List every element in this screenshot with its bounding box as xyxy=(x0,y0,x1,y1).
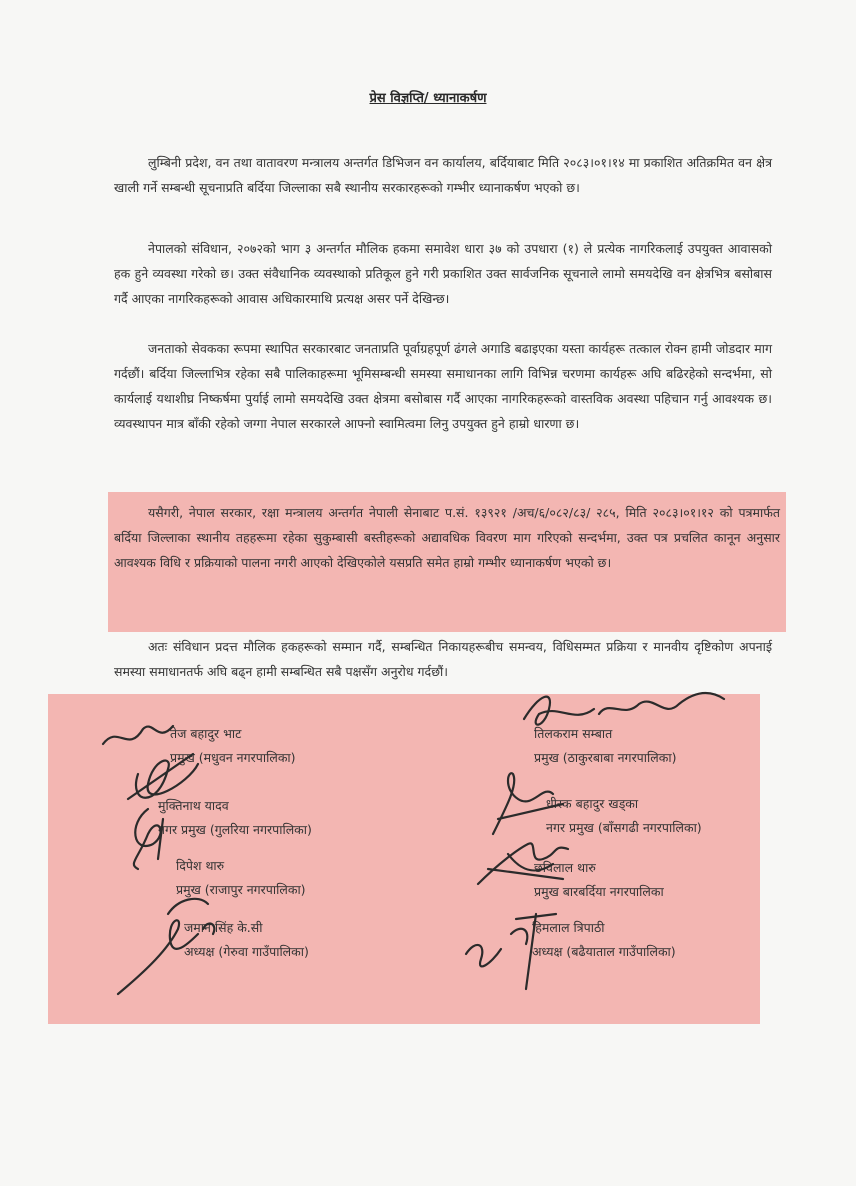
signatory-role: प्रमुख (ठाकुरबाबा नगरपालिका) xyxy=(534,750,677,765)
document-title: प्रेस विज्ञप्ति/ ध्यानाकर्षण xyxy=(369,91,487,106)
handwritten-signature-7 xyxy=(108,889,238,1009)
signatory-role: प्रमुख (राजापुर नगरपालिका) xyxy=(176,882,306,897)
signatory-name: छविलाल थारु xyxy=(534,860,596,875)
signatory-role: प्रमुख (मधुवन नगरपालिका) xyxy=(170,750,296,765)
handwritten-signature-8 xyxy=(456,904,566,994)
paragraph-2: नेपालको संविधान, २०७२को भाग ३ अन्तर्गत मौलिक हकमा समावेश धारा ३७ को उपधारा (१) ले प्रत्येक नागरिकलाई उपयुक्त आवासको हक हुने व्यवस्था गरेको छ। उक्त संवैधानिक व्यवस्थाको प्रतिकूल हुने गरी प्रकाशित उक्त सार्वजनिक सूचनाले लामो समयदेखि वन क्षेत्रभित्र बसोबास गर्दै आएका नागरिकहरूको आवास अधिकारमाथि प्रत्यक्ष असर पर्ने देखिन्छ। xyxy=(114,241,772,306)
signatory-role: नगर प्रमुख (बाँसगढी नगरपालिका) xyxy=(546,820,702,835)
handwritten-signature-3 xyxy=(118,804,188,874)
handwritten-signature-4 xyxy=(478,764,578,844)
signatory-name: हिमलाल त्रिपाठी xyxy=(532,920,605,935)
signatory-role: नगर प्रमुख (गुलरिया नगरपालिका) xyxy=(158,822,312,837)
signatory-role: अध्यक्ष (गेरुवा गाउँपालिका) xyxy=(184,944,309,959)
signatory-role: प्रमुख बारबर्दिया नगरपालिका xyxy=(534,884,664,899)
signatory-name: जमान सिंह के.सी xyxy=(184,920,263,935)
signatory-name: मुक्तिनाथ यादव xyxy=(158,798,229,813)
paragraph-3: जनताको सेवकका रूपमा स्थापित सरकारबाट जनताप्रति पूर्वाग्रहपूर्ण ढंगले अगाडि बढाइएका यस्ता कार्यहरू तत्काल रोक्न हामी जोडदार माग गर्दछौं। बर्दिया जिल्लाभित्र रहेका सबै पालिकाहरूमा भूमिसम्बन्धी समस्या समाधानका लागि विभिन्न चरणमा कार्यहरू अघि बढिरहेको सन्दर्भमा, सो कार्यलाई यथाशीघ्र निष्कर्षमा पुर्याई लामो समयदेखि उक्त क्षेत्रमा बसोबास गर्दै आएका नागरिकहरूको वास्तविक अवस्था पहिचान गर्नु आवश्यक छ। व्यवस्थापन मात्र बाँकी रहेको जग्गा नेपाल सरकारले आफ्नो स्वामित्वमा लिनु उपयुक्त हुने हाम्रो धारणा छ। xyxy=(114,341,772,431)
signatory-name: धीरक बहादुर खड्का xyxy=(546,796,639,811)
handwritten-signature-6 xyxy=(468,834,578,894)
signatory-name: तिलकराम सम्बात xyxy=(534,726,613,741)
paragraph-5: अतः संविधान प्रदत्त मौलिक हकहरूको सम्मान गर्दै, सम्बन्धित निकायहरूबीच समन्वय, विधिसम्मत प्रक्रिया र मानवीय दृष्टिकोण अपनाई समस्या समाधानतर्फ अघि बढ्न हामी सम्बन्धित सबै पक्षसँग अनुरोध गर्दछौं। xyxy=(114,639,772,679)
signature-block xyxy=(48,694,760,1024)
signatory-role: अध्यक्ष (बढैयाताल गाउँपालिका) xyxy=(532,944,676,959)
paragraph-1: लुम्बिनी प्रदेश, वन तथा वातावरण मन्त्रालय अन्तर्गत डिभिजन वन कार्यालय, बर्दियाबाट मिति २०८३।०१।१४ मा प्रकाशित अतिक्रमित वन क्षेत्र खाली गर्ने सम्बन्धी सूचनाप्रति बर्दिया जिल्लाका सबै स्थानीय सरकारहरूको गम्भीर ध्यानाकर्षण भएको छ। xyxy=(114,155,772,195)
paragraph-4-highlighted: यसैगरी, नेपाल सरकार, रक्षा मन्त्रालय अन्तर्गत नेपाली सेनाबाट प.सं. १३९२१ /अच/६/०८२/८३/ २८५, मिति २०८३।०१।१२ को पत्रमार्फत बर्दिया जिल्लाका स्थानीय तहहरूमा रहेका सुकुम्बासी बस्तीहरूको अद्यावधिक विवरण माग गरिएको सन्दर्भमा, उक्त पत्र प्रचलित कानून अनुसार आवश्यक विधि र प्रक्रियाको पालना नगरी आएको देखिएकोले यसप्रति समेत हाम्रो गम्भीर ध्यानाकर्षण भएको छ। xyxy=(108,492,786,632)
signatory-name: दिपेश थारु xyxy=(176,858,225,873)
handwritten-signature-2 xyxy=(514,684,734,744)
signatory-name: तेज बहादुर भाट xyxy=(170,726,242,741)
